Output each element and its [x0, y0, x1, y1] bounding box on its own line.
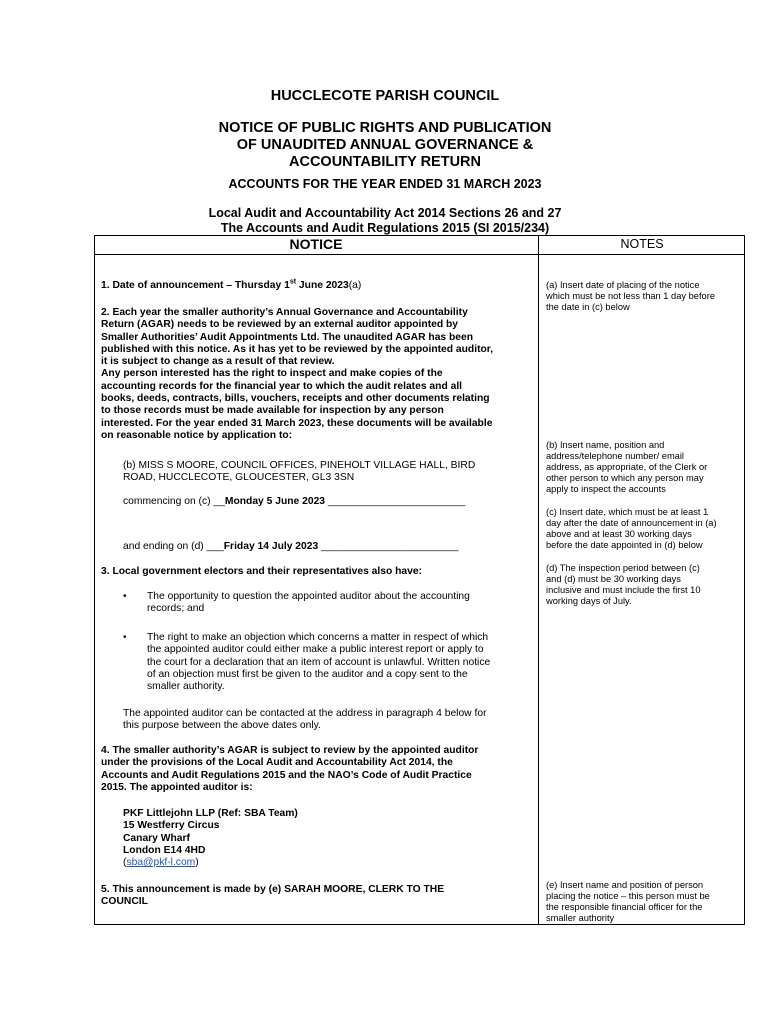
- notice-title-line-2: OF UNAUDITED ANNUAL GOVERNANCE &: [236, 137, 534, 153]
- bullet-line: of an objection must first be given to the auditor and a copy sent to the: [147, 668, 468, 680]
- note-line: and (d) must be 30 working days: [546, 574, 681, 585]
- note-line: (d) The inspection period between (c): [546, 563, 700, 573]
- contact-line: ROAD, HUCCLECOTE, GLOUCESTER, GL3 3SN: [123, 472, 355, 484]
- paragraph-5-announcement: [101, 884, 533, 909]
- note-line: which must be not less than 1 day before: [546, 291, 715, 302]
- p1-sup: st: [289, 278, 297, 286]
- note-a: [546, 280, 737, 313]
- p2-line: to those records must be made available for inspection by any person: [101, 405, 444, 417]
- act-line: Local Audit and Accountability Act 2014 Sections 26 and 27: [208, 206, 562, 220]
- auditor-contact-note: [123, 708, 533, 733]
- p2-line: it is subject to change as a result of that review.: [101, 356, 335, 368]
- ending-suffix: ________________________: [318, 541, 459, 552]
- p2-line: Return (AGAR) needs to be reviewed by an external auditor appointed by: [101, 319, 459, 331]
- p1-ref: (a): [348, 280, 362, 291]
- p4-line: 4. The smaller authority’s AGAR is subject to review by the appointed auditor: [101, 745, 479, 756]
- note-line: other person to which any person may: [546, 473, 704, 484]
- table-header-divider: [94, 254, 745, 255]
- bullet-line: smaller authority.: [147, 681, 225, 693]
- notice-title-line-3: ACCOUNTABILITY RETURN: [289, 154, 481, 170]
- p1-prefix: 1. Date of announcement – Thursday 1: [101, 280, 290, 291]
- p2-line: Any person interested has the right to inspect and make copies of the: [101, 368, 443, 380]
- auditor-contact-line: The appointed auditor can be contacted at the address in paragraph 4 below for: [123, 708, 487, 719]
- p4-line: Accounts and Audit Regulations 2015 and the NAO’s Code of Audit Practice: [101, 769, 472, 781]
- commencing-prefix: commencing on (c) __: [123, 496, 225, 507]
- auditor-email-link[interactable]: sba@pkf-l.com: [126, 857, 196, 868]
- auditor-email-line: [123, 857, 533, 869]
- email-close-paren: ): [195, 857, 199, 868]
- note-line: inclusive and must include the first 10: [546, 585, 701, 596]
- notice-title: [0, 120, 770, 171]
- note-line: day after the date of announcement in (a): [546, 518, 717, 529]
- note-line: apply to inspect the accounts: [546, 484, 666, 495]
- note-line: placing the notice – this person must be: [546, 891, 710, 902]
- email-open-paren: (: [123, 857, 127, 868]
- bullet-line: records; and: [147, 603, 205, 615]
- note-line: working days of July.: [546, 596, 632, 607]
- council-title: HUCCLECOTE PARISH COUNCIL: [270, 88, 500, 104]
- p4-line: 2015. The appointed auditor is:: [101, 781, 253, 793]
- p2-line: 2. Each year the smaller authority’s Annual Governance and Accountability: [101, 307, 468, 318]
- ending-date: Friday 14 July 2023: [223, 541, 319, 552]
- ending-date-line: [123, 541, 533, 553]
- note-e: [546, 880, 737, 924]
- paragraph-1-date-of-announcement: [101, 280, 533, 292]
- note-line: before the date appointed in (d) below: [546, 540, 703, 551]
- p5-line: 5. This announcement is made by (e) SARAH MOORE, CLERK TO THE: [101, 884, 445, 895]
- bullet-line: the court for a declaration that an item of account is unlawful. Written notice: [147, 656, 491, 668]
- notes-column-header: NOTES: [620, 237, 664, 251]
- note-b: [546, 440, 737, 495]
- p2-line: books, deeds, contracts, bills, vouchers, receipts and other documents relating: [101, 393, 490, 405]
- bullet-dot-2: •: [123, 632, 127, 643]
- note-line: address, as appropriate, of the Clerk or: [546, 462, 708, 473]
- notice-title-line-1: NOTICE OF PUBLIC RIGHTS AND PUBLICATION: [218, 120, 552, 136]
- auditor-address-line: 15 Westferry Circus: [123, 820, 220, 832]
- note-line: (c) Insert date, which must be at least 1: [546, 507, 709, 517]
- column-divider: [538, 235, 539, 925]
- note-c: [546, 507, 737, 551]
- note-line: (e) Insert name and position of person: [546, 880, 704, 890]
- bullet-1-text: [147, 591, 533, 616]
- note-line: above and at least 30 working days: [546, 529, 692, 540]
- ending-prefix: and ending on (d) ___: [123, 541, 224, 552]
- commencing-suffix: ________________________: [325, 496, 466, 507]
- bullet-2-text: [147, 632, 533, 693]
- auditor-contact-line: this purpose between the above dates only.: [123, 720, 321, 732]
- p2-line: accounting records for the financial year to which the audit relates and all: [101, 380, 463, 392]
- commencing-date-line: [123, 496, 533, 508]
- bullet-line: The right to make an objection which concerns a matter in respect of which: [147, 632, 489, 643]
- contact-line: (b) MISS S MOORE, COUNCIL OFFICES, PINEHOLT VILLAGE HALL, BIRD: [123, 460, 476, 471]
- p5-line: COUNCIL: [101, 896, 148, 908]
- p2-line: on reasonable notice by application to:: [101, 429, 293, 441]
- commencing-date: Monday 5 June 2023: [224, 496, 326, 507]
- paragraph-4-review: [101, 745, 533, 794]
- notice-column-header: NOTICE: [289, 236, 343, 252]
- p2-line: Smaller Authorities’ Audit Appointments Ltd. The unaudited AGAR has been: [101, 331, 474, 343]
- note-line: (a) Insert date of placing of the notice: [546, 280, 700, 290]
- contact-address: [123, 460, 533, 485]
- accounts-year-heading: ACCOUNTS FOR THE YEAR ENDED 31 MARCH 2023: [228, 177, 542, 191]
- auditor-name: PKF Littlejohn LLP (Ref: SBA Team): [123, 808, 298, 819]
- regulations-line: The Accounts and Audit Regulations 2015 (SI 2015/234): [220, 221, 550, 235]
- p2-line: interested. For the year ended 31 March 2023, these documents will be available: [101, 417, 493, 429]
- p2-line: published with this notice. As it has yet to be reviewed by the appointed auditor,: [101, 343, 494, 355]
- paragraph-2-rights: [101, 307, 533, 442]
- note-line: the responsible financial officer for the: [546, 902, 703, 913]
- auditor-address-block: [123, 808, 533, 857]
- p4-line: under the provisions of the Local Audit and Accountability Act 2014, the: [101, 757, 453, 769]
- auditor-address-line: London E14 4HD: [123, 844, 206, 856]
- note-line: (b) Insert name, position and: [546, 440, 665, 450]
- bullet-line: the appointed auditor could either make a public interest report or apply to: [147, 644, 484, 656]
- note-line: the date in (c) below: [546, 302, 630, 313]
- note-line: address/telephone number/ email: [546, 451, 684, 462]
- auditor-address-line: Canary Wharf: [123, 832, 190, 844]
- legislation-heading: [0, 206, 770, 236]
- bullet-dot-1: •: [123, 591, 127, 602]
- p1-suffix: June 2023: [296, 280, 349, 291]
- paragraph-3-heading: 3. Local government electors and their representatives also have:: [101, 566, 423, 577]
- note-line: smaller authority: [546, 913, 615, 924]
- bullet-line: The opportunity to question the appointed auditor about the accounting: [147, 591, 470, 602]
- note-d: [546, 563, 737, 607]
